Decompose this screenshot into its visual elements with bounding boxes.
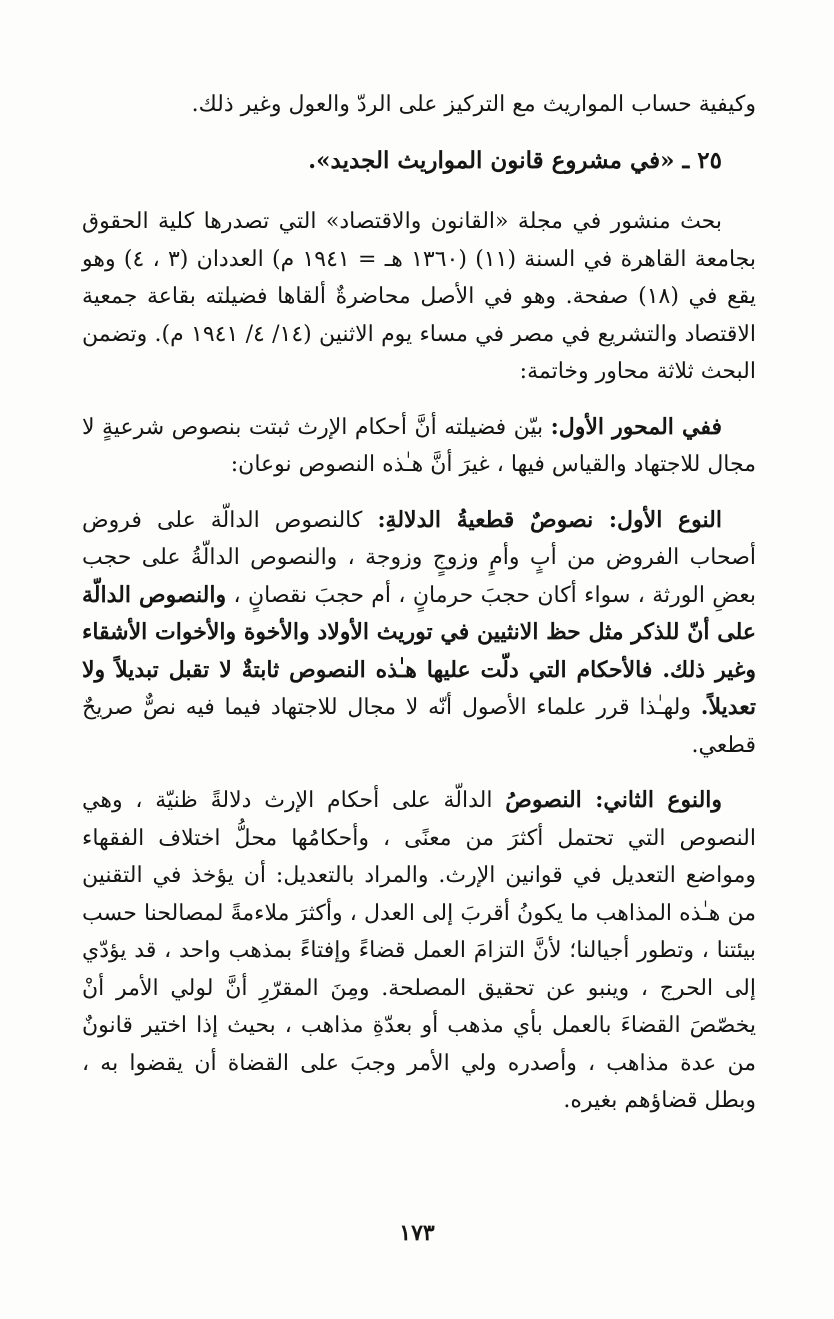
type-two-text: الدالّة على أحكام الإرث دلالةً ظنيّة ، وهي النصوص التي تحتمل أكثرَ من معنًى ، وأحكامُها محلُّ اختلاف الفقهاء ومواضع التعديل في قوانين الإرث. والمراد بالتعديل: أن يؤخذ في التقنين من هـٰذه المذاهب ما يكونُ أقربَ إلى العدل ، وأكثرَ ملاءمةً لمصالحنا حسب بيئتنا ، وتطور أجيالنا؛ لأنَّ التزامَ العمل قضاءً وإفتاءً بمذهب واحد ، قد يؤدّي إلى الحرج ، وينبو عن تحقيق المصلحة. ومِنَ المقرّرِ أنَّ لولي الأمر أنْ يخصّصَ القضاءَ بالعمل بأي مذهب أو بعدّةِ مذاهب ، بحيث إذا اختير قانونٌ من عدة مذاهب ، وأصدره ولي الأمر وجبَ على القضاة أن يقضوا به ، وبطل قضاؤهم بغيره.: [82, 788, 757, 1113]
page-number: ١٧٣: [399, 1220, 435, 1246]
intro-paragraph: بحث منشور في مجلة «القانون والاقتصاد» التي تصدرها كلية الحقوق بجامعة القاهرة في السنة (١١) (١٣٦٠ هـ = ١٩٤١ م) العددان (٣ ، ٤) وهو يقع في (١٨) صفحة. وهو في الأصل محاضرةٌ ألقاها فضيلته بقاعة جمعية الاقتصاد والتشريع في مصر في مساء يوم الاثنين (١٤/ ٤/ ١٩٤١ م). وتضمن البحث ثلاثة محاور وخاتمة:: [82, 209, 757, 384]
section-title: «في مشروع قانون المواريث الجديد».: [308, 146, 675, 174]
axis-one-text: بيّن فضيلته أنَّ أحكام الإرث ثبتت بنصوص شرعيةٍ لا مجال للاجتهاد والقياس فيها ، غيرَ أنَّ هـٰذه النصوص نوعان:: [82, 414, 756, 477]
section-heading: [82, 142, 756, 180]
section-number: ٢٥ ـ: [682, 146, 722, 174]
lead-line: وكيفية حساب المواريث مع التركيز على الردّ والعول وغير ذلك.: [191, 92, 756, 117]
axis-one-label: ففي المحور الأول:: [550, 413, 723, 440]
type-one-text-a: كالنصوص الدالّة على فروض أصحاب الفروض من أبٍ وأمٍ وزوجٍ وزوجة ، والنصوص الدالّةُ على حجب بعضِ الورثة ، سواء أكان حجبَ حرمانٍ ، أم حجبَ نقصانٍ ،: [82, 507, 756, 608]
type-one-text-c: ولهـٰذا قرر علماء الأصول أنّه لا مجال للاجتهاد فيما فيه نصٌّ صريحٌ قطعي.: [82, 695, 756, 758]
type-one-paragraph: [82, 502, 756, 765]
type-one-label: النوع الأول: نصوصٌ قطعيةُ الدلالةِ:: [377, 506, 723, 533]
type-two-label: والنوع الثاني: النصوصُ: [505, 787, 723, 813]
type-one-bold-text: والنصوص الدالّة على أنّ للذكر مثل حظ الانثيين في توريث الأولاد والأخوة والأخوات الأشقاء وغير ذلك. فالأحكام التي دلّت عليها هـٰذه النصوص ثابتةٌ لا تقبل تبديلاً ولا تعديلاً.: [82, 581, 756, 720]
type-two-paragraph: [82, 782, 756, 1120]
axis-one-paragraph: [82, 409, 756, 484]
page-body: [82, 86, 756, 1138]
